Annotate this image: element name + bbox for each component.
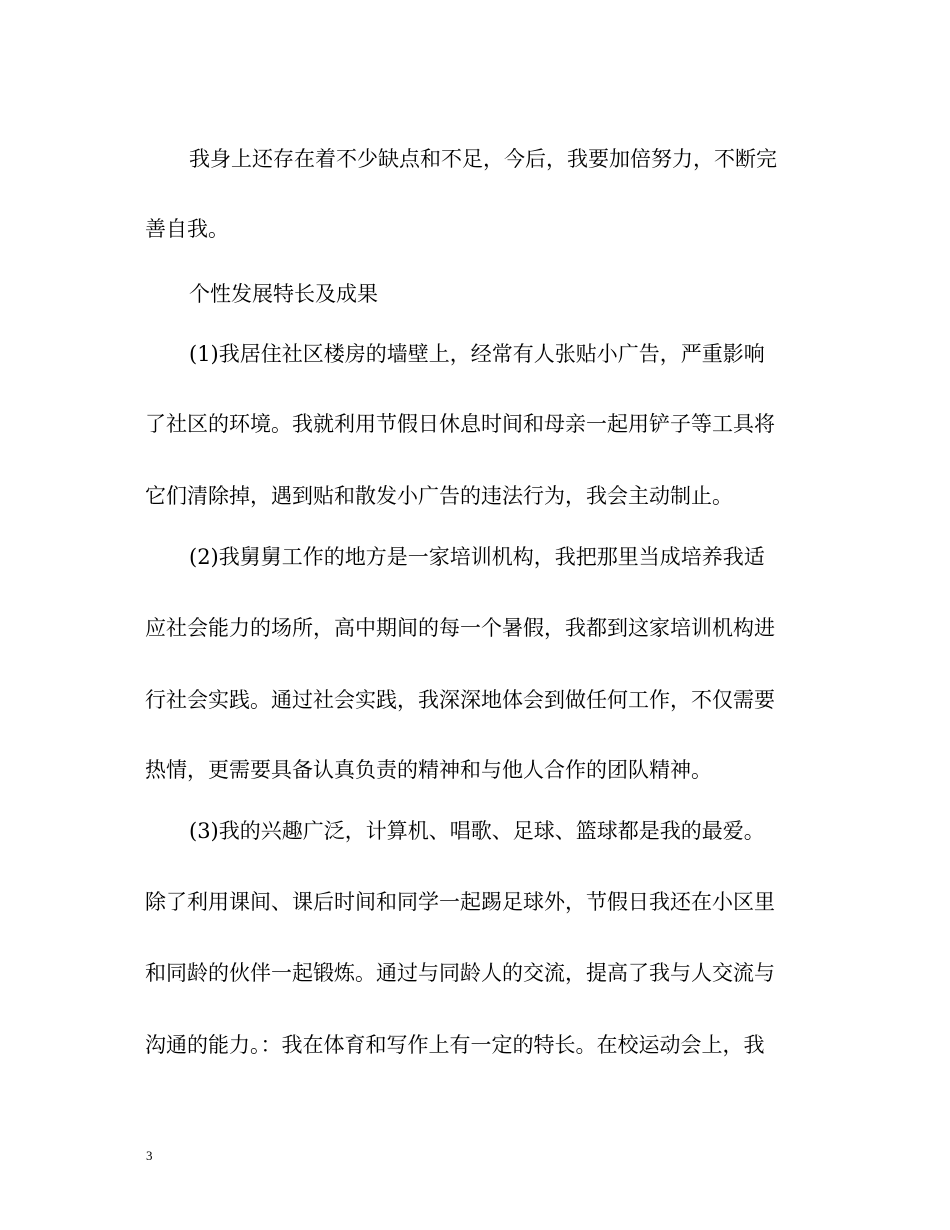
paragraph-line: 应社会能力的场所，高中期间的每一个暑假，我都到这家培训机构进 bbox=[145, 616, 775, 640]
paragraph-line: (1)我居住社区楼房的墙壁上，经常有人张贴小广告，严重影响 bbox=[189, 342, 765, 366]
paragraph-line: 除了利用课间、课后时间和同学一起踢足球外，节假日我还在小区里 bbox=[145, 890, 775, 914]
section-heading: 个性发展特长及成果 bbox=[189, 282, 378, 306]
paragraph-line: 热情，更需要具备认真负责的精神和与他人合作的团队精神。 bbox=[145, 758, 712, 782]
paragraph-line: 我身上还存在着不少缺点和不足，今后，我要加倍努力，不断完 bbox=[189, 147, 777, 171]
paragraph-line: 善自我。 bbox=[145, 217, 229, 241]
paragraph-line: 沟通的能力。：我在体育和写作上有一定的特长。在校运动会上，我 bbox=[145, 1033, 765, 1057]
paragraph-line: (3)我的兴趣广泛，计算机、唱歌、足球、篮球都是我的最爱。 bbox=[189, 819, 765, 843]
page-number: 3 bbox=[146, 1148, 153, 1163]
paragraph-line: (2)我舅舅工作的地方是一家培训机构，我把那里当成培养我适 bbox=[189, 545, 765, 569]
paragraph-line: 了社区的环境。我就利用节假日休息时间和母亲一起用铲子等工具将 bbox=[145, 412, 775, 436]
paragraph-line: 行社会实践。通过社会实践，我深深地体会到做任何工作，不仅需要 bbox=[145, 688, 775, 712]
paragraph-line: 和同龄的伙伴一起锻炼。通过与同龄人的交流，提高了我与人交流与 bbox=[145, 961, 775, 985]
paragraph-line: 它们清除掉，遇到贴和散发小广告的违法行为，我会主动制止。 bbox=[145, 484, 733, 508]
